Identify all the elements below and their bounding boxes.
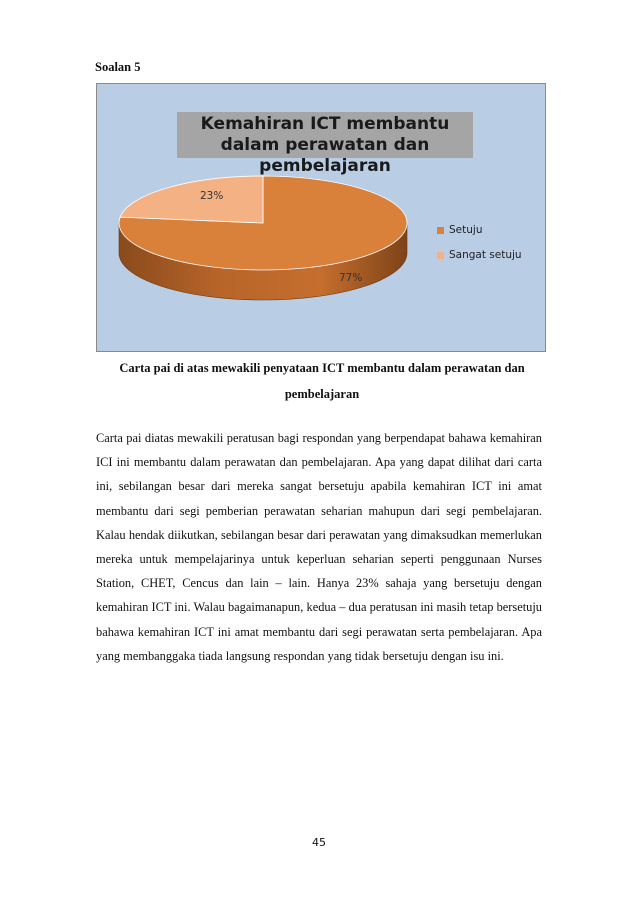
legend-swatch-setuju	[437, 227, 444, 234]
data-label-sangat-setuju: 23%	[200, 190, 224, 202]
legend-label-setuju: Setuju	[449, 224, 483, 236]
chart-caption-line-2: pembelajaran	[284, 387, 360, 401]
legend-item-sangat-setuju	[437, 249, 522, 261]
legend-label-sangat-setuju: Sangat setuju	[449, 249, 522, 261]
chart-title: Kemahiran ICT membantu dalam perawatan dan pembelajaran	[177, 112, 473, 158]
legend-item-setuju	[437, 224, 522, 236]
chart-legend	[437, 224, 522, 274]
page-number: 45	[312, 836, 326, 849]
data-label-setuju: 77%	[339, 272, 363, 284]
section-heading: Soalan 5	[95, 60, 141, 74]
legend-swatch-sangat-setuju	[437, 252, 444, 259]
chart-caption-line-1: Carta pai di atas mewakili penyataan ICT membantu dalam perawatan dan	[119, 361, 525, 375]
pie-chart	[96, 83, 546, 352]
pie-slice-sangat-setuju	[120, 176, 263, 223]
body-paragraph: Carta pai diatas mewakili peratusan bagi respondan yang berpendapat bahawa kemahiran ICI ini membantu dalam perawatan dan pembelajaran. Apa yang dapat dilihat dari carta ini, sebilangan besar dari mereka sangat bersetuju apabila kemahiran ICT ini amat membantu dari segi pemberian perawatan seharian mahupun dari segi pembelajaran. Kalau hendak diikutkan, sebilangan besar dari perawatan yang dimaksudkan memerlukan mereka untuk mempelajarinya untuk keperluan seharian seperti penggunaan Nurses Station, CHET, Cencus dan lain – lain. Hanya 23% sahaja yang bersetuju dengan kemahiran ICT ini. Walau bagaimanapun, kedua – dua peratusan ini masih tetap bersetuju bahawa kemahiran ICT ini amat membantu dari segi perawatan serta pembelajaran. Apa yang membanggaka tiada langsung respondan yang tidak bersetuju dengan isu ini.	[96, 431, 542, 663]
